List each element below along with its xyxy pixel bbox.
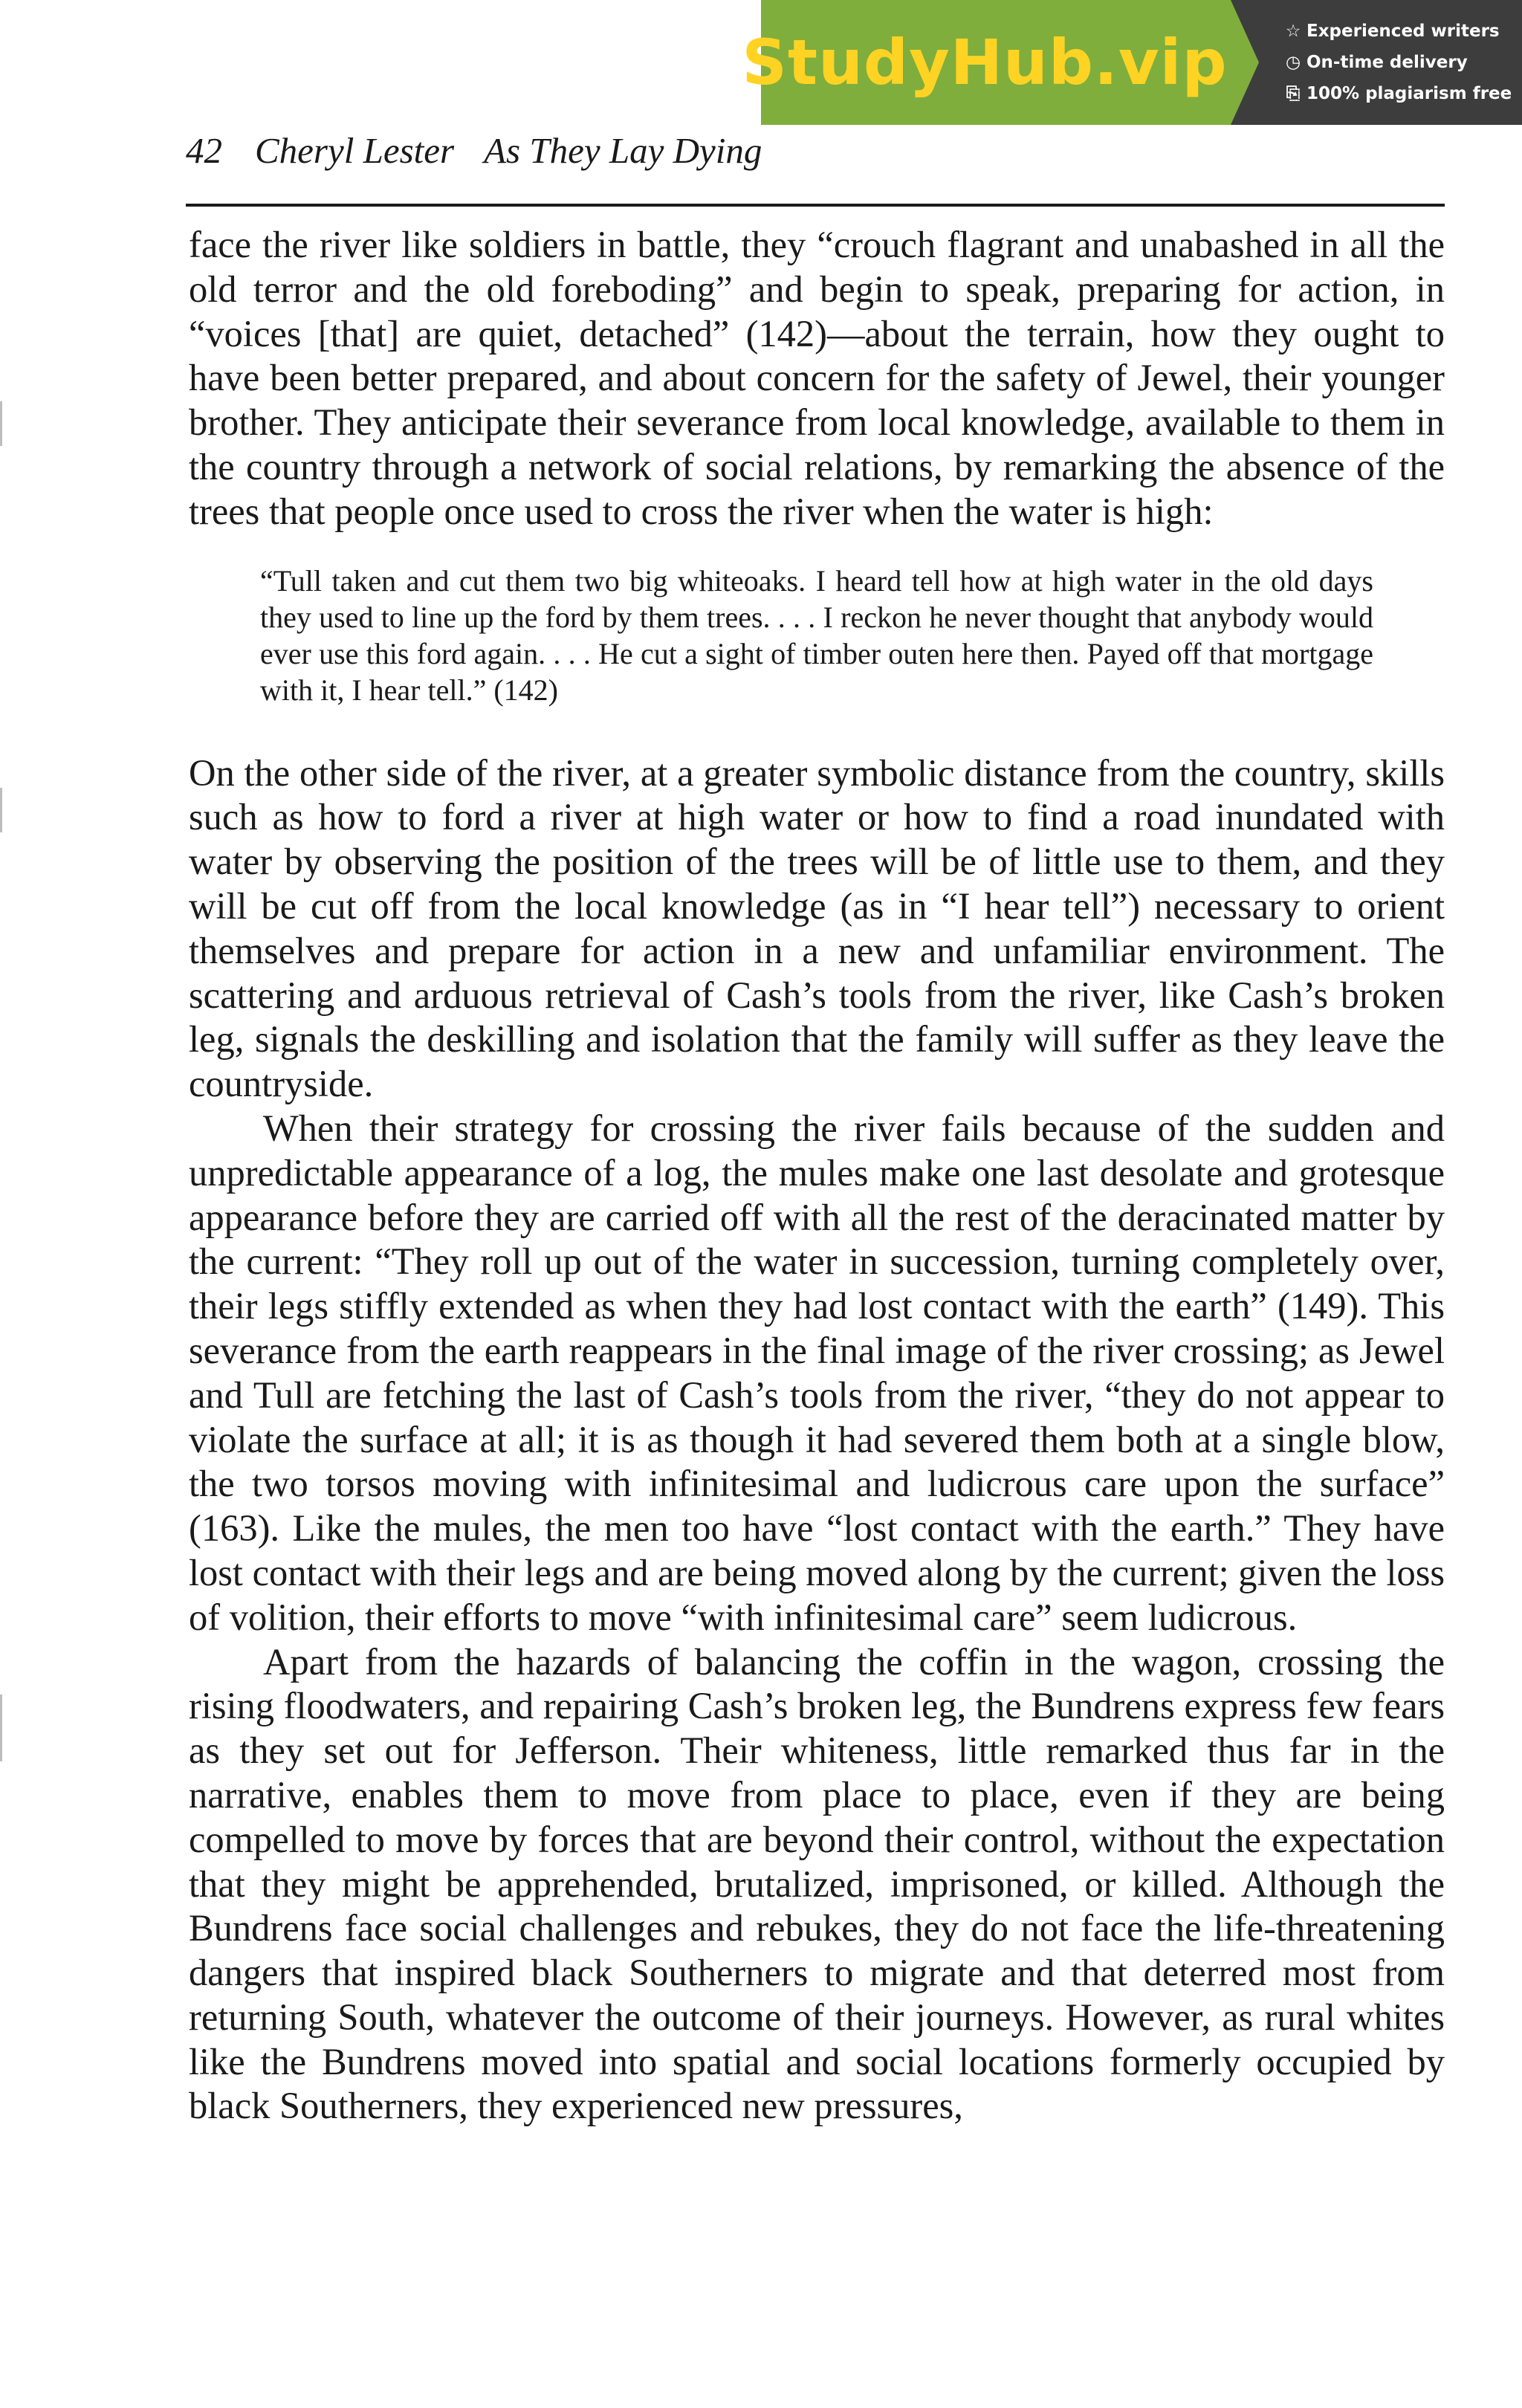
banner-features xyxy=(1231,0,1522,125)
page-body xyxy=(189,223,1445,2129)
feature-label: Experienced writers xyxy=(1306,22,1500,41)
feature-experienced-writers xyxy=(1283,16,1522,47)
scan-mark xyxy=(0,788,2,832)
paragraph: When their strategy for crossing the river fails because of the sudden and unpredictable appearance of a log, the mules make one last desolate and grotesque appearance before they are carried off with all the rest of the deracinated matter by the current: “They roll up out of the water in succession, turning completely over, their legs stiffly extended as when they had lost contact with the earth” (149). This severance from the earth reappears in the final image of the river crossing; as Jewel and Tull are fetching the last of Cash’s tools from the river, “they do not appear to violate the surface at all; it is as though it had severed them both at a single blow, the two torsos moving with infinitesimal and ludicrous care upon the surface” (163). Like the mules, the men too have “lost contact with the earth.” They have lost contact with their legs and are being moved along by the current; given the loss of volition, their efforts to move “with infinitesimal care” seem ludicrous. xyxy=(189,1107,1445,1638)
paragraph: Apart from the hazards of balancing the coffin in the wagon, crossing the rising floodwaters, and repairing Cash’s broken leg, the Bundrens express few fears as they set out for Jefferson. Their whiteness, little remarked thus far in the narrative, enables them to move from place to place, even if they are being compelled to move by forces that are beyond their control, without the expectation that they might be apprehended, brutalized, imprisoned, or killed. Although the Bundrens face social challenges and rebukes, they do not face the life-threatening dangers that inspired black Southerners to migrate and that deterred most from returning South, whatever the outcome of their journeys. However, as rural whites like the Bundrens moved into spatial and social locations formerly occupied by black Southerners, they experienced new pressures, xyxy=(189,1640,1445,2127)
brand-logo-area[interactable] xyxy=(742,0,1231,125)
feature-label: On-time delivery xyxy=(1306,53,1468,72)
feature-label: 100% plagiarism free xyxy=(1306,84,1512,103)
author-name: Cheryl Lester xyxy=(255,130,455,171)
promo-banner[interactable] xyxy=(742,0,1522,125)
star-icon: ☆ xyxy=(1285,22,1301,41)
banner-arrow-shape xyxy=(1231,0,1259,125)
brand-name: StudyHub.vip xyxy=(742,26,1228,99)
page-number: 42 xyxy=(186,130,222,171)
block-quote: “Tull taken and cut them two big whiteoaks. I heard tell how at high water in the old days they used to line up the ford by them trees. . . . I reckon he never thought that anybody would ever use this ford again. . . . He cut a sight of timber outen here then. Payed off that mortgage with it, I hear tell.” (142) xyxy=(260,563,1373,707)
scan-mark xyxy=(0,401,2,446)
clock-icon: ◷ xyxy=(1285,53,1301,72)
feature-plagiarism-free xyxy=(1283,78,1522,109)
scan-mark xyxy=(0,1695,2,1761)
feature-on-time-delivery xyxy=(1283,47,1522,78)
running-header xyxy=(186,125,762,177)
document-icon: ⎘ xyxy=(1286,84,1301,103)
paragraph: face the river like soldiers in battle, they “crouch flagrant and unabashed in all the old terror and the old foreboding” and begin to speak, preparing for action, in “voices [that] are quiet, detached” (142)—about the terrain, how they ought to have been better prepared, and about concern for the safety of Jewel, their younger brother. They anticipate their severance from local knowledge, available to them in the country through a network of social relations, by remarking the absence of the trees that people once used to cross the river when the water is high: xyxy=(189,224,1445,532)
paragraph: On the other side of the river, at a greater symbolic distance from the country, skills such as how to ford a river at high water or how to find a road inundated with water by observing the position of the trees will be of little use to them, and they will be cut off from the local knowledge (as in “I hear tell”) necessary to orient themselves and prepare for action in a new and unfamiliar environment. The scattering and arduous retrieval of Cash’s tools from the river, like Cash’s broken leg, signals the deskilling and isolation that the family will suffer as they leave the countryside. xyxy=(189,751,1445,1105)
header-rule xyxy=(186,204,1445,207)
chapter-title: As They Lay Dying xyxy=(484,130,762,171)
